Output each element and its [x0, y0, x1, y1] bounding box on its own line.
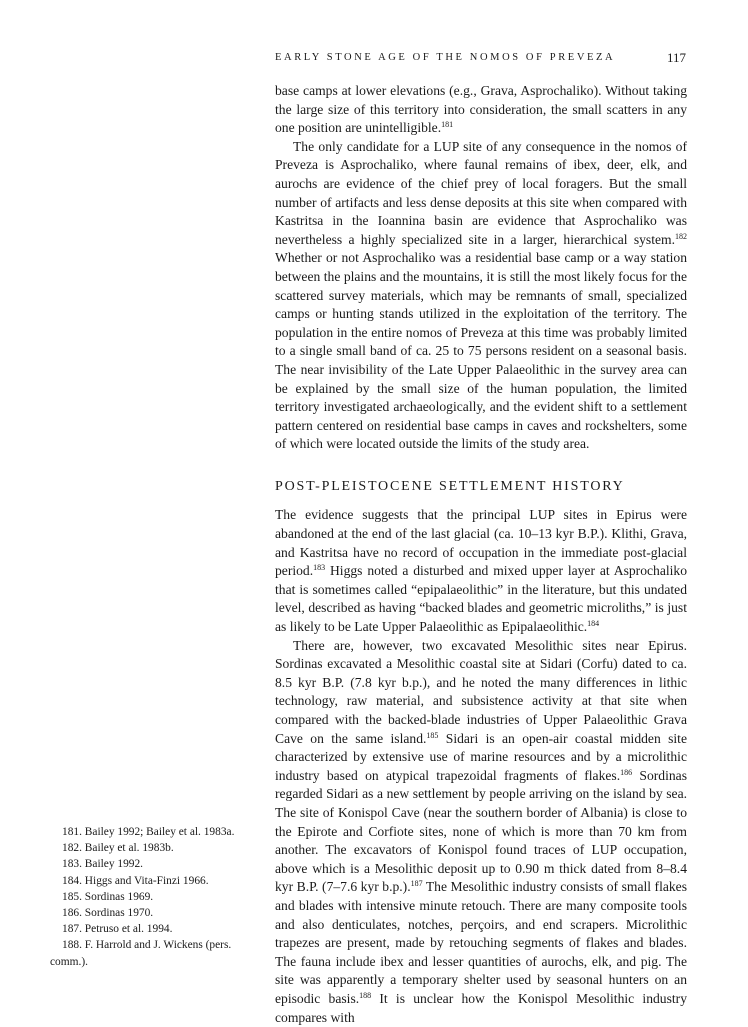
- footnote-number: 183.: [62, 858, 82, 871]
- footnote-text: Sordinas 1970.: [84, 907, 154, 920]
- paragraph: [275, 82, 687, 138]
- footnote: [28, 856, 248, 872]
- paragraph: [275, 506, 687, 636]
- footnote-number: 182.: [62, 842, 82, 855]
- text-run: Whether or not Asprochaliko was a residential base camp or a way station between the plains and the mountains, it is still the most likely focus for the scattered survey materials, which may be remnants of small, specialized camps or hunting stands utilized in the exploitation of the territory. The population in the entire nomos of Preveza at this time was probably limited to a single small band of ca. 25 to 75 persons resident on a seasonal basis. The near invisibility of the Late Upper Palaeolithic in the survey area can be explained by the small size of the human population, the limited territory investigated archaeologically, and the evident shift to a settlement pattern centered on residential base camps in caves and rockshelters, some of which were located outside the limits of the study area.: [275, 250, 687, 452]
- footnote: [28, 921, 248, 937]
- running-head: EARLY STONE AGE OF THE NOMOS OF PREVEZA: [275, 52, 616, 63]
- footnote-text: Bailey et al. 1983b.: [84, 842, 174, 855]
- footnote: [28, 905, 248, 921]
- footnote-ref: 186: [620, 767, 633, 777]
- text-run: The Mesolithic industry consists of small flakes and blades with intensive minute retouch. There are many composite tools and also denticulates, notches, perçoirs, and end scrapers. Microlithic trapezes are present, made by retouching segments of flakes and blades. The fauna include ibex and lesser quantities of aurochs, elk, and pig. The site was apparently a temporary shelter used by seasonal hunters on an episodic basis.: [275, 879, 687, 1006]
- section-heading: POST-PLEISTOCENE SETTLEMENT HISTORY: [275, 478, 625, 494]
- text-run: The evidence suggests that the principal LUP sites in Epirus were abandoned at the end of the last glacial (ca. 10–13 kyr B.P.). Klithi, Grava, and Kastritsa have no record of occupation in the immediate post-glacial period.: [275, 507, 687, 579]
- paragraph: [275, 138, 687, 454]
- footnote: [28, 873, 248, 889]
- footnote-text: Petruso et al. 1994.: [84, 923, 173, 936]
- paragraph: [275, 637, 687, 1027]
- text-run: It is unclear how the Konispol Mesolithic industry compares with: [275, 990, 687, 1025]
- text-run: Sidari is an open-air coastal midden site characterized by extensive use of marine resources and by a microlithic industry based on atypical trapezoidal fragments of flakes.: [275, 730, 687, 783]
- footnote-ref: 187: [410, 879, 423, 889]
- footnote-number: 188.: [62, 939, 82, 952]
- page-number: 117: [666, 50, 686, 65]
- footnote-number: 181.: [62, 826, 82, 838]
- footnotes: [28, 824, 248, 970]
- text-run: There are, however, two excavated Mesolithic sites near Epirus. Sordinas excavated a Mesolithic coastal site at Sidari (Corfu) dated to ca. 8.5 kyr B.P. (7.8 kyr b.p.), and he noted the many differences in lithic technology, raw material, and subsistence activity at that site when compared with the backed-blade industries of Upper Palaeolithic Grava Cave on the same island.: [275, 637, 687, 746]
- footnote-ref: 184: [587, 619, 600, 629]
- footnote: [28, 824, 248, 840]
- footnote-number: 186.: [62, 907, 82, 920]
- footnote: [28, 840, 248, 856]
- footnote-ref: 181: [441, 120, 454, 130]
- footnote-text: Higgs and Vita-Finzi 1966.: [84, 874, 209, 887]
- text-run: Higgs noted a disturbed and mixed upper layer at Asprochaliko that is sometimes called “epipalaeolithic” in the literature, but this undated level, described as having “backed blades and geometric microliths,” is just as likely to be Late Upper Palaeolithic as Epipalaeolithic.: [275, 563, 687, 635]
- footnote-text: Sordinas 1969.: [84, 890, 154, 903]
- footnote-ref: 182: [675, 231, 687, 241]
- footnote-ref: 185: [426, 730, 439, 740]
- footnote-number: 184.: [62, 874, 82, 887]
- main-text: [275, 82, 687, 1027]
- footnote-number: 187.: [62, 923, 82, 936]
- footnote-ref: 188: [359, 990, 372, 1000]
- footnote-text: Bailey 1992; Bailey et al. 1983a.: [84, 826, 235, 838]
- footnote-number: 185.: [62, 890, 82, 903]
- text-run: The only candidate for a LUP site of any consequence in the nomos of Preveza is Asprochaliko, where faunal remains of ibex, deer, elk, and aurochs are evidence of the chief prey of local foragers. But the small number of artifacts and less dense deposits at this site when compared with Kastritsa in the Ioannina basin are evidence that Asprochaliko was nevertheless a highly specialized site in a larger, hierarchical system.: [275, 138, 687, 247]
- footnote: [28, 937, 248, 969]
- text-run: base camps at lower elevations (e.g., Grava, Asprochaliko). Without taking the large size of this territory into consideration, the small scatters in any one position are unintelligible.: [275, 83, 687, 136]
- footnote: [28, 889, 248, 905]
- text-run: Sordinas regarded Sidari as a new settlement by people arriving on the island by sea. The site of Konispol Cave (near the southern border of Albania) is close to the Epirote and Corfiote sites, none of which is more than 70 km from another. The excavators of Konispol found traces of LUP occupation, above which is a Mesolithic deposit up to 0.90 m thick dated from 8–8.4 kyr B.P. (7–7.6 kyr b.p.).: [275, 767, 687, 895]
- footnote-text: F. Harrold and J. Wickens (pers. comm.).: [50, 939, 232, 968]
- footnote-text: Bailey 1992.: [84, 858, 144, 871]
- footnote-ref: 183: [313, 563, 326, 573]
